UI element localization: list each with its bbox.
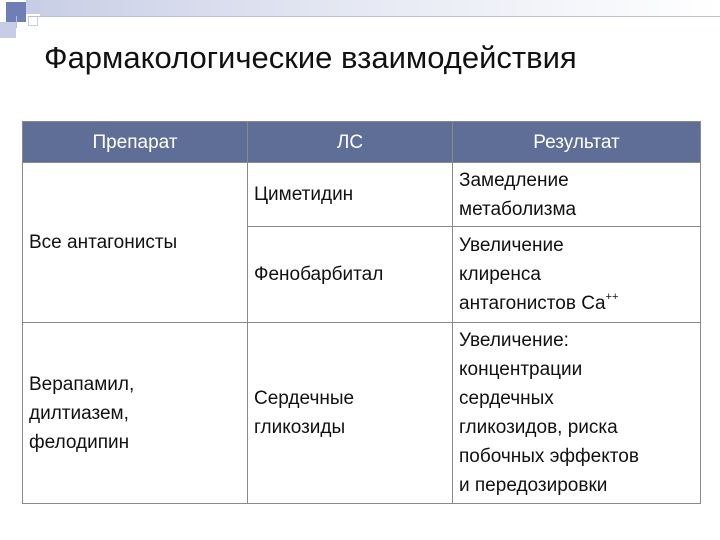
header-result: Результат	[453, 122, 701, 163]
drug-name: Все антагонисты	[29, 232, 178, 253]
result-line: клиренса	[459, 264, 541, 285]
result-cell	[453, 163, 701, 227]
result-cell	[453, 227, 701, 323]
drug-line: дилтиазем,	[29, 402, 129, 424]
drug-cell	[23, 163, 248, 323]
table-row	[23, 163, 701, 227]
header-drug: Препарат	[23, 122, 248, 163]
table-row	[23, 323, 701, 504]
result-line: концентрации	[459, 359, 583, 380]
result-line: гликозидов, риска	[459, 417, 618, 438]
result-line: метаболизма	[459, 198, 577, 220]
result-line	[459, 289, 700, 318]
interactions-table	[22, 121, 701, 504]
result-line: побочных эффектов	[459, 446, 639, 467]
agent-cell	[248, 227, 453, 323]
agent-name: Фенобарбитал	[254, 264, 384, 285]
drug-line: фелодипин	[29, 431, 130, 453]
result-line: сердечных	[459, 388, 554, 409]
agent-line: Сердечные	[254, 388, 355, 409]
decorative-square	[26, 0, 40, 14]
agent-line: гликозиды	[254, 417, 346, 438]
agent-cell	[248, 163, 453, 227]
result-line: и передозировки	[459, 475, 608, 496]
superscript: ++	[605, 290, 619, 303]
decorative-square	[28, 16, 38, 26]
decorative-rule	[28, 16, 720, 17]
agent-name: Циметидин	[254, 184, 354, 205]
slide-title: Фармакологические взаимодействия	[44, 40, 577, 75]
decorative-rule	[16, 16, 17, 28]
drug-line: Верапамил,	[29, 373, 135, 395]
header-agent: ЛС	[248, 122, 453, 163]
result-cell	[453, 323, 701, 504]
table-header-row	[23, 122, 701, 163]
decorative-square	[0, 22, 16, 38]
decorative-band	[40, 0, 720, 16]
drug-cell	[23, 323, 248, 504]
agent-cell	[248, 323, 453, 504]
result-line: Замедление	[459, 169, 569, 191]
result-line: Увеличение:	[459, 330, 569, 351]
result-text: антагонистов Ca	[459, 293, 606, 314]
result-line: Увеличение	[459, 235, 564, 256]
